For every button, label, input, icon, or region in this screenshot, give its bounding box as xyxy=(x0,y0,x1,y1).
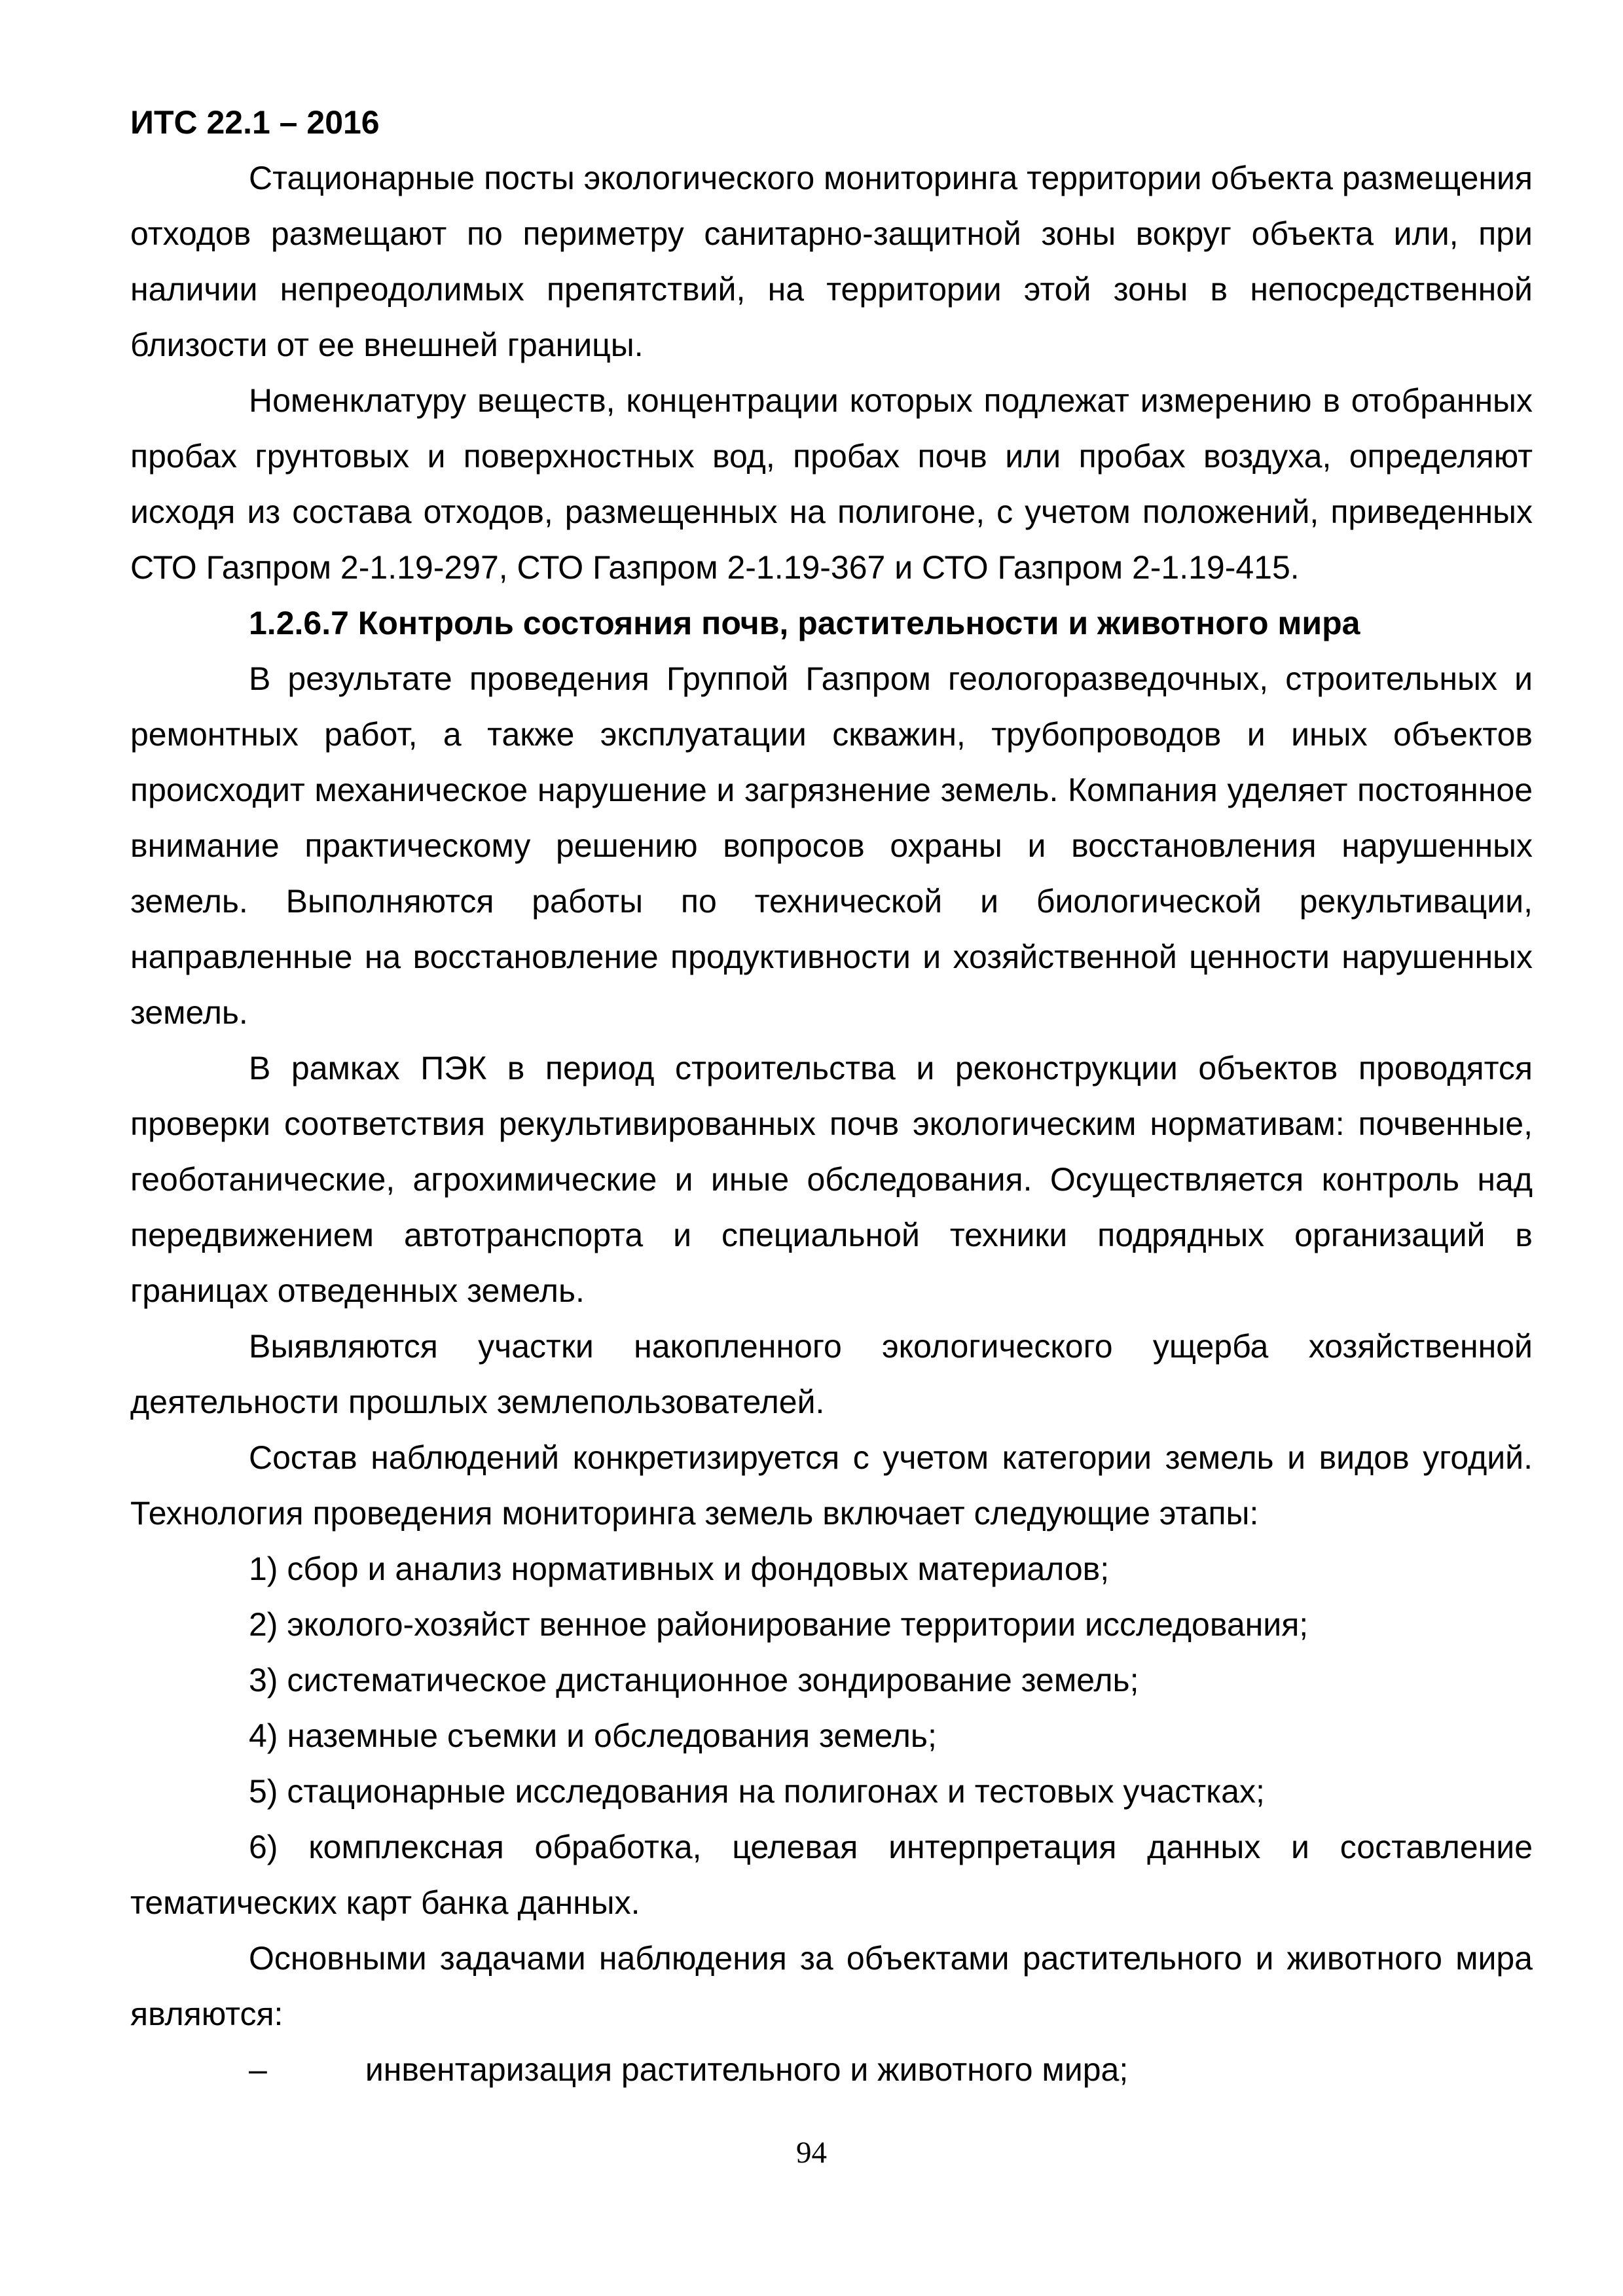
paragraph-pek: В рамках ПЭК в период строительства и реконструкции объектов проводятся проверки соответствия рекультивированных почв экологическим нормативам: почвенные, геоботанические, агрохимические и иные обследования. Осуществляется контроль над передвижением автотранспорта и специальной техники подрядных организаций в границах отведенных земель. xyxy=(130,1050,1533,1309)
page-number: 94 xyxy=(796,2136,827,2170)
section-heading: 1.2.6.7 Контроль состояния почв, растительности и животного мира xyxy=(249,605,1360,641)
bullet-item xyxy=(130,2042,1533,2098)
paragraph-waste-posts: Стационарные посты экологического мониторинга территории объекта размещения отходов размещают по периметру санитарно-защитной зоны вокруг объекта или, при наличии непреодолимых препятствий, на территории этой зоны в непосредственной близости от ее внешней границы. xyxy=(130,160,1533,363)
list-item-5: 5) стационарные исследования на полигонах и тестовых участках; xyxy=(249,1773,1265,1810)
paragraph-nomenclature: Номенклатуру веществ, концентрации которых подлежат измерению в отобранных пробах грунтовых и поверхностных вод, пробах почв или пробах воздуха, определяют исходя из состава отходов, размещенных на полигоне, с учетом положений, приведенных СТО Газпром 2-1.19-297, СТО Газпром 2-1.19-367 и СТО Газпром 2-1.19-415. xyxy=(130,382,1533,586)
paragraph-detected: Выявляются участки накопленного экологического ущерба хозяйственной деятельности прошлых землепользователей. xyxy=(130,1328,1533,1420)
list-item-6: 6) комплексная обработка, целевая интерпретация данных и составление тематических карт банка данных. xyxy=(130,1829,1533,1921)
paragraph-result: В результате проведения Группой Газпром геологоразведочных, строительных и ремонтных работ, а также эксплуатации скважин, трубопроводов и иных объектов происходит механическое нарушение и загрязнение земель. Компания уделяет постоянное внимание практическому решению вопросов охраны и восстановления нарушенных земель. Выполняются работы по технической и биологической рекультивации, направленные на восстановление продуктивности и хозяйственной ценности нарушенных земель. xyxy=(130,660,1533,1031)
bullet-dash-marker: – xyxy=(249,2051,267,2088)
list-item-4: 4) наземные съемки и обследования земель; xyxy=(249,1717,937,1754)
paragraph-main-tasks: Основными задачами наблюдения за объектами растительного и животного мира являются: xyxy=(130,1940,1533,2032)
list-item-1: 1) сбор и анализ нормативных и фондовых материалов; xyxy=(249,1551,1110,1587)
paragraph-monitoring-stages: Состав наблюдений конкретизируется с учетом категории земель и видов угодий. Технология проведения мониторинга земель включает следующие этапы: xyxy=(130,1439,1533,1532)
document-code-header: ИТС 22.1 – 2016 xyxy=(130,104,380,141)
list-item-3: 3) систематическое дистанционное зондирование земель; xyxy=(249,1662,1139,1698)
bullet-text: инвентаризация растительного и животного мира; xyxy=(365,2051,1129,2088)
list-item-2: 2) эколого-хозяйст венное районирование территории исследования; xyxy=(249,1606,1309,1643)
